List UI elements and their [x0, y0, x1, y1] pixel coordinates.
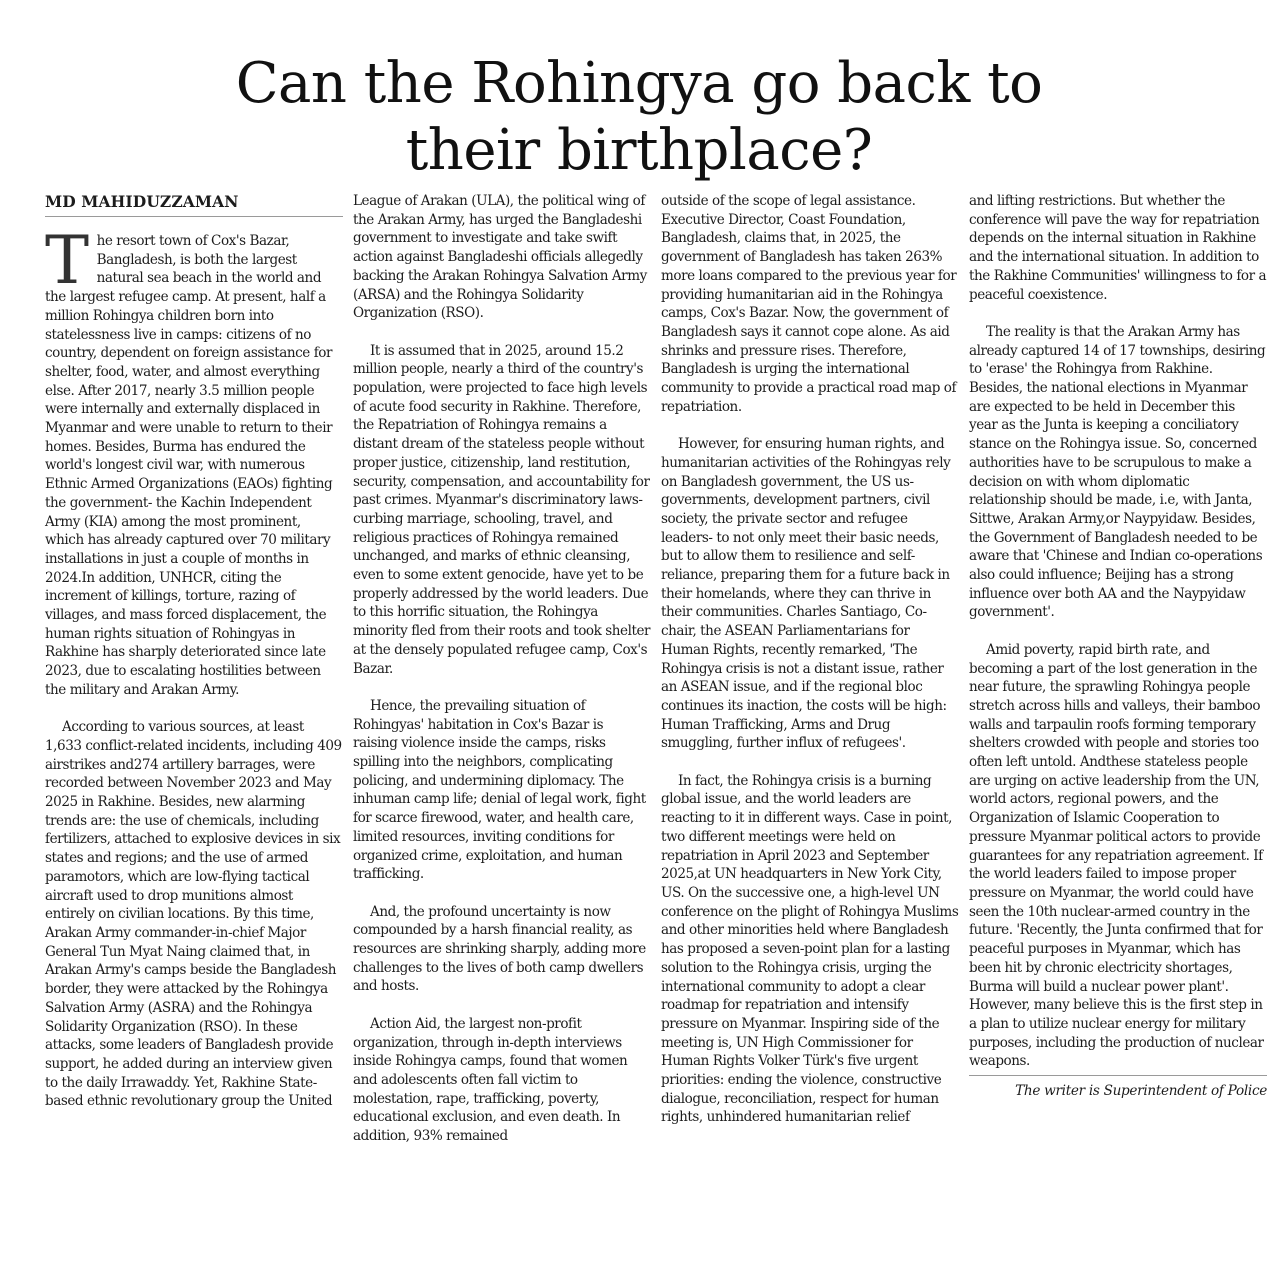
- paragraph: League of Arakan (ULA), the political wing of the Arakan Army, has urged the Bangladeshi government to investigate and take swift action against Bangladeshi officials allegedly backing the Arakan Rohingya Salvation Army (ARSA) and the Rohingya Solidarity Organization (RSO).: [353, 193, 647, 322]
- column-3: [661, 192, 959, 1146]
- paragraph: In fact, the Rohingya crisis is a burning global issue, and the world leaders are reacting to it in different ways. Case in point, two different meetings were held on repatriation in April 2023 and September 2025,at UN headquarters in New York City, US. On the successive one, a high-level UN conference on the plight of Rohingya Muslims and other minorities held where Bangladesh has proposed a seven-point plan for a lasting solution to the Rohingya crisis, urging the international community to adopt a clear roadmap for repatriation and intensify pressure on Myanmar. Inspiring side of the meeting is, UN High Commissioner for Human Rights Volker Türk's five urgent priorities: ending the violence, constructive dialogue, reconciliation, respect for human rights, unhindered humanitarian relief: [661, 772, 959, 1126]
- headline-line-2: their birthplace?: [405, 117, 873, 183]
- paragraph: Action Aid, the largest non-profit organization, through in-depth interviews inside Rohingya camps, found that women and adolescents often fall victim to molestation, rape, trafficking, poverty, educational exclusion, and even death. In addition, 93% remained: [353, 1015, 628, 1145]
- column-2: [353, 192, 651, 1164]
- paragraph: and lifting restrictions. But whether the conference will pave the way for repatriation depends on the internal situation in Rakhine and the international situation. In addition to the Rakhine Communities' willingness to for a peaceful coexistence.: [969, 193, 1267, 303]
- paragraph: And, the profound uncertainty is now compounded by a harsh financial reality, as resources are shrinking sharply, adding more challenges to the lives of both camp dwellers and hosts.: [353, 903, 646, 995]
- paragraph: Hence, the prevailing situation of Rohingyas' habitation in Cox's Bazar is raising violence inside the camps, risks spilling into the neighbors, complicating policing, and undermining diplomacy. The inhuman camp life; denial of legal work, fight for scarce firewood, water, and health care, limited resources, inviting conditions for organized crime, exploitation, and human trafficking.: [353, 697, 646, 883]
- paragraph: According to various sources, at least 1,633 conflict-related incidents, including 409 airstrikes and274 artillery barrages, were recorded between November 2023 and May 2025 in Rakhine. Besides, new alarming trends are: the use of chemicals, including fertilizers, attached to explosive devices in six states and regions; and the use of armed paramotors, which are low-flying tactical aircraft used to drop munitions almost entirely on civilian locations. By this time, Arakan Army commander-in-chief Major General Tun Myat Naing claimed that, in Arakan Army's camps beside the Bangladesh border, they were attacked by the Rohingya Salvation Army (ASRA) and the Rohingya Solidarity Organization (RSO). In these attacks, some leaders of Bangladesh provide support, he added during an interview given to the daily Irrawaddy. Yet, Rakhine State-based ethnic revolutionary group the United: [45, 719, 342, 1110]
- column-4: [969, 192, 1267, 1100]
- drop-cap: T: [45, 222, 89, 299]
- footer-divider: [969, 1075, 1267, 1100]
- paragraph: It is assumed that in 2025, around 15.2 million people, nearly a third of the country's population, were projected to face high levels of acute food security in Rakhine. Therefore, the Repatriation of Rohingya remains a distant dream of the stateless people without proper justice, citizenship, land restitution, security, compensation, and accountability for past crimes. Myanmar's discriminatory laws- curbing marriage, schooling, travel, and religious practices of Rohingya remained unchanged, and marks of ethnic cleansing, even to some extent genocide, have yet to be properly addressed by the world leaders. Due to this horrific situation, the Rohingya minority fled from their roots and took shelter at the densely populated refugee camp, Cox's Bazar.: [353, 342, 651, 677]
- headline-line-1: Can the Rohingya go back to: [235, 50, 1043, 116]
- paragraph: outside of the scope of legal assistance. Executive Director, Coast Foundation, Bangladesh, claims that, in 2025, the government of Bangladesh has taken 263% more loans compared to the previous year for providing humanitarian aid in the Rohingya camps, Cox's Bazar. Now, the government of Bangladesh says it cannot cope alone. As aid shrinks and pressure rises. Therefore, Bangladesh is urging the international community to provide a practical road map of repatriation.: [661, 193, 957, 415]
- byline: MD MAHIDUZZAMAN: [45, 192, 343, 217]
- headline: [0, 50, 1278, 184]
- author-note: The writer is Superintendent of Police: [1015, 1083, 1267, 1100]
- paragraph: Amid poverty, rapid birth rate, and becoming a part of the lost generation in the near future, the sprawling Rohingya people stretch across hills and valleys, their bamboo walls and tarpaulin roofs forming temporary shelters crowded with people and stories too often left untold. Andthese stateless people are urging on active leadership from the UN, world actors, regional powers, and the Organization of Islamic Cooperation to pressure Myanmar political actors to provide guarantees for any repatriation agreement. If the world leaders failed to impose proper pressure on Myanmar, the world could have seen the 10th nuclear-armed country in the future. 'Recently, the Junta confirmed that for peaceful purposes in Myanmar, which has been hit by chronic electricity shortages, Burma will build a nuclear power plant'. However, many believe this is the first step in a plan to utilize nuclear energy for military purposes, including the production of nuclear weapons.: [969, 641, 1264, 1070]
- paragraph-text: he resort town of Cox's Bazar, Bangladesh, is both the largest natural sea beach in the world and the largest refugee camp. At present, half a million Rohingya children born into statelessness live in camps: citizens of no country, dependent on foreign assistance for shelter, food, water, and almost everything else. After 2017, nearly 3.5 million people were internally and externally displaced in Myanmar and were unable to return to their homes. Besides, Burma has endured the world's longest civil war, with numerous Ethnic Armed Organizations (EAOs) fighting the government- the Kachin Independent Army (KIA) among the most prominent, which has already captured over 70 military installations in just a couple of months in 2024.In addition, UNHCR, citing the increment of killings, torture, razing of villages, and mass forced displacement, the human rights situation of Rohingyas in Rakhine has sharply deteriorated since late 2023, due to escalating hostilities between the military and Arakan Army.: [45, 233, 333, 698]
- paragraph: [45, 222, 343, 700]
- paragraph: However, for ensuring human rights, and humanitarian activities of the Rohingyas rely on Bangladesh government, the US us-governments, development partners, civil society, the private sector and refugee leaders- to not only meet their basic needs, but to allow them to resilience and self-reliance, preparing them for a future back in their homelands, where they can thrive in their communities. Charles Santiago, Co-chair, the ASEAN Parliamentarians for Human Rights, recently remarked, 'The Rohingya crisis is not a distant issue, rather an ASEAN issue, and if the regional bloc continues its inaction, the costs will be high: Human Trafficking, Arms and Drug smuggling, further influx of refugees'.: [661, 436, 951, 752]
- paragraph: The reality is that the Arakan Army has already captured 14 of 17 townships, desiring to 'erase' the Rohingya from Rakhine. Besides, the national elections in Myanmar are expected to be held in December this year as the Junta is keeping a conciliatory stance on the Rohingya issue. So, concerned authorities have to be scrupulous to make a decision on with whom diplomatic relationship should be made, i.e, with Janta, Sittwe, Arakan Army,or Naypyidaw. Besides, the Government of Bangladesh needed to be aware that 'Chinese and Indian co-operations also could influence; Beijing has a strong influence over both AA and the Naypyidaw government'.: [969, 323, 1266, 621]
- column-1: [45, 192, 343, 1130]
